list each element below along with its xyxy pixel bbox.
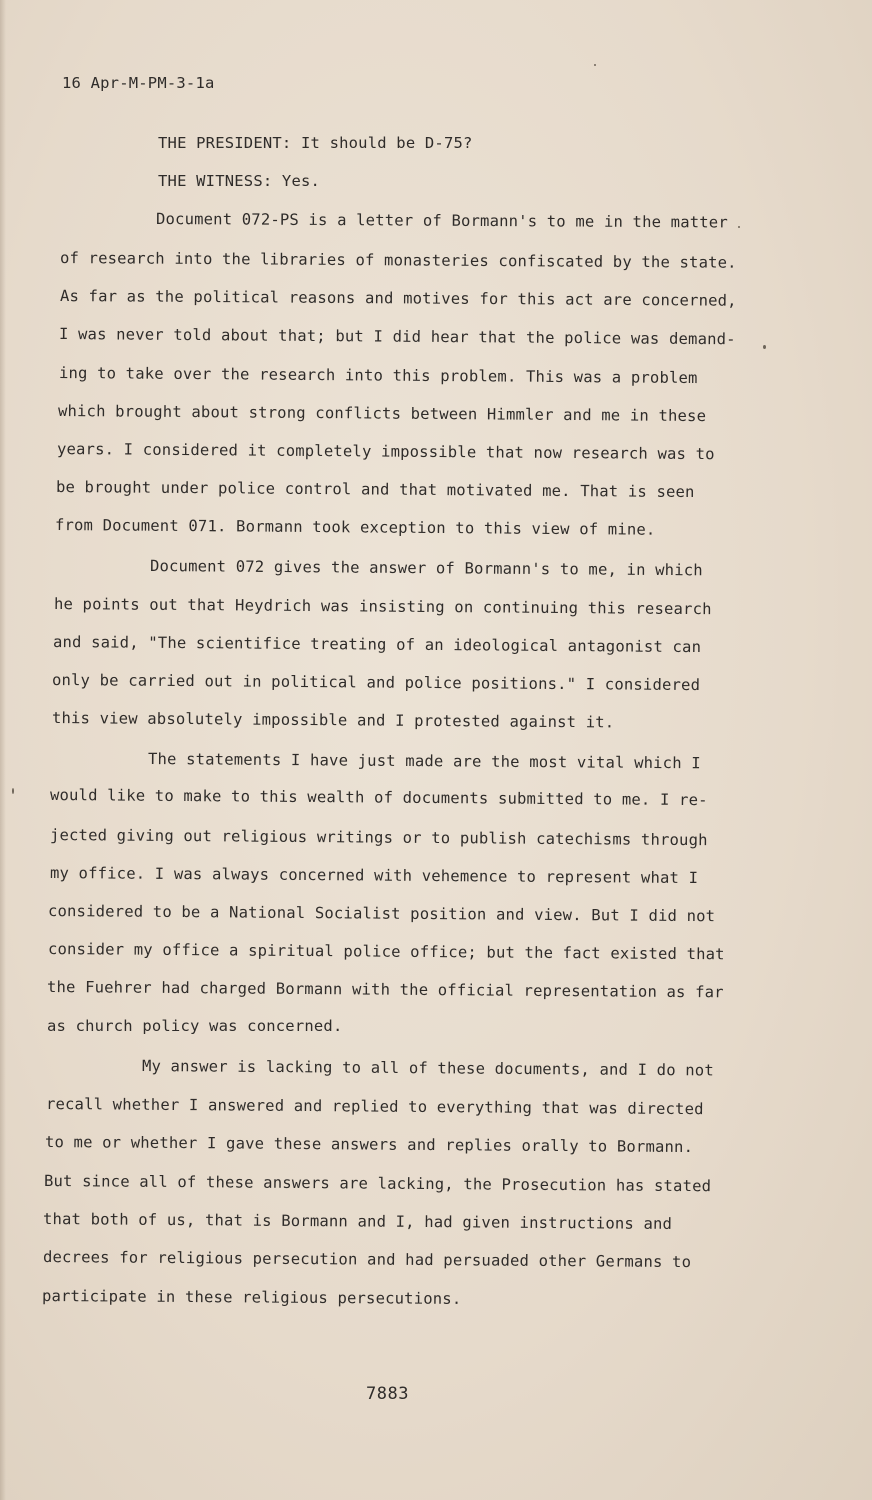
paper-speck — [12, 788, 14, 794]
page-number: 7883 — [366, 1384, 409, 1404]
text-line: THE WITNESS: Yes. — [158, 172, 321, 190]
page-header: 16 Apr-M-PM-3-1a — [62, 74, 215, 92]
text-line: he points out that Heydrich was insisting on continuing this research — [53, 595, 712, 619]
text-line: My answer is lacking to all of these documents, and I do not — [141, 1057, 714, 1080]
text-line: considered to be a National Socialist position and view. But I did not — [47, 902, 716, 926]
text-line: But since all of these answers are lacking, the Prosecution has stated — [43, 1172, 712, 1196]
text-line: recall whether I answered and replied to everything that was directed — [45, 1095, 704, 1119]
text-line: my office. I was always concerned with vehemence to represent what I — [49, 864, 699, 888]
text-line: and said, "The scientifice treating of an ideological antagonist can — [52, 633, 702, 657]
text-line: that both of us, that is Bormann and I, had given instructions and — [42, 1210, 673, 1233]
text-line: to me or whether I gave these answers and replies orally to Bormann. — [44, 1133, 694, 1157]
text-line: the Fuehrer had charged Bormann with the official representation as far — [46, 978, 724, 1002]
text-line: I was never told about that; but I did hear that the police was demand- — [58, 325, 736, 349]
paper-speck — [594, 64, 596, 66]
text-line: be brought under police control and that motivated me. That is seen — [55, 478, 695, 502]
text-line: consider my office a spiritual police office; but the fact existed that — [47, 940, 725, 964]
page-edge-shadow — [0, 0, 6, 1500]
text-line: Document 072 gives the answer of Bormann's to me, in which — [149, 557, 703, 580]
text-line: Document 072-PS is a letter of Bormann's to me in the matter — [155, 210, 728, 232]
text-line: As far as the political reasons and motives for this act are concerned, — [59, 287, 737, 310]
text-line: decrees for religious persecution and had persuaded other Germans to — [42, 1248, 692, 1272]
text-line: this view absolutely impossible and I protested against it. — [51, 709, 615, 732]
text-line: THE PRESIDENT: It should be D-75? — [158, 134, 473, 152]
text-line: from Document 071. Bormann took exception to this view of mine. — [54, 516, 656, 539]
paper-speck — [738, 226, 740, 228]
text-line: would like to make to this wealth of documents submitted to me. I re- — [49, 786, 708, 810]
text-line: only be carried out in political and police positions." I considered — [51, 671, 701, 695]
text-line: as church policy was concerned. — [47, 1017, 343, 1035]
text-line: which brought about strong conflicts between Himmler and me in these — [57, 402, 707, 426]
text-line: of research into the libraries of monasteries confiscated by the state. — [59, 249, 737, 272]
text-line: The statements I have just made are the most vital which I — [147, 750, 701, 773]
text-line: jected giving out religious writings or to publish catechisms through — [49, 826, 708, 850]
text-line: years. I considered it completely impossible that now research was to — [56, 440, 715, 464]
text-line: participate in these religious persecutions. — [41, 1287, 462, 1308]
text-line: ing to take over the research into this problem. This was a problem — [58, 364, 698, 388]
paper-speck — [763, 345, 766, 349]
